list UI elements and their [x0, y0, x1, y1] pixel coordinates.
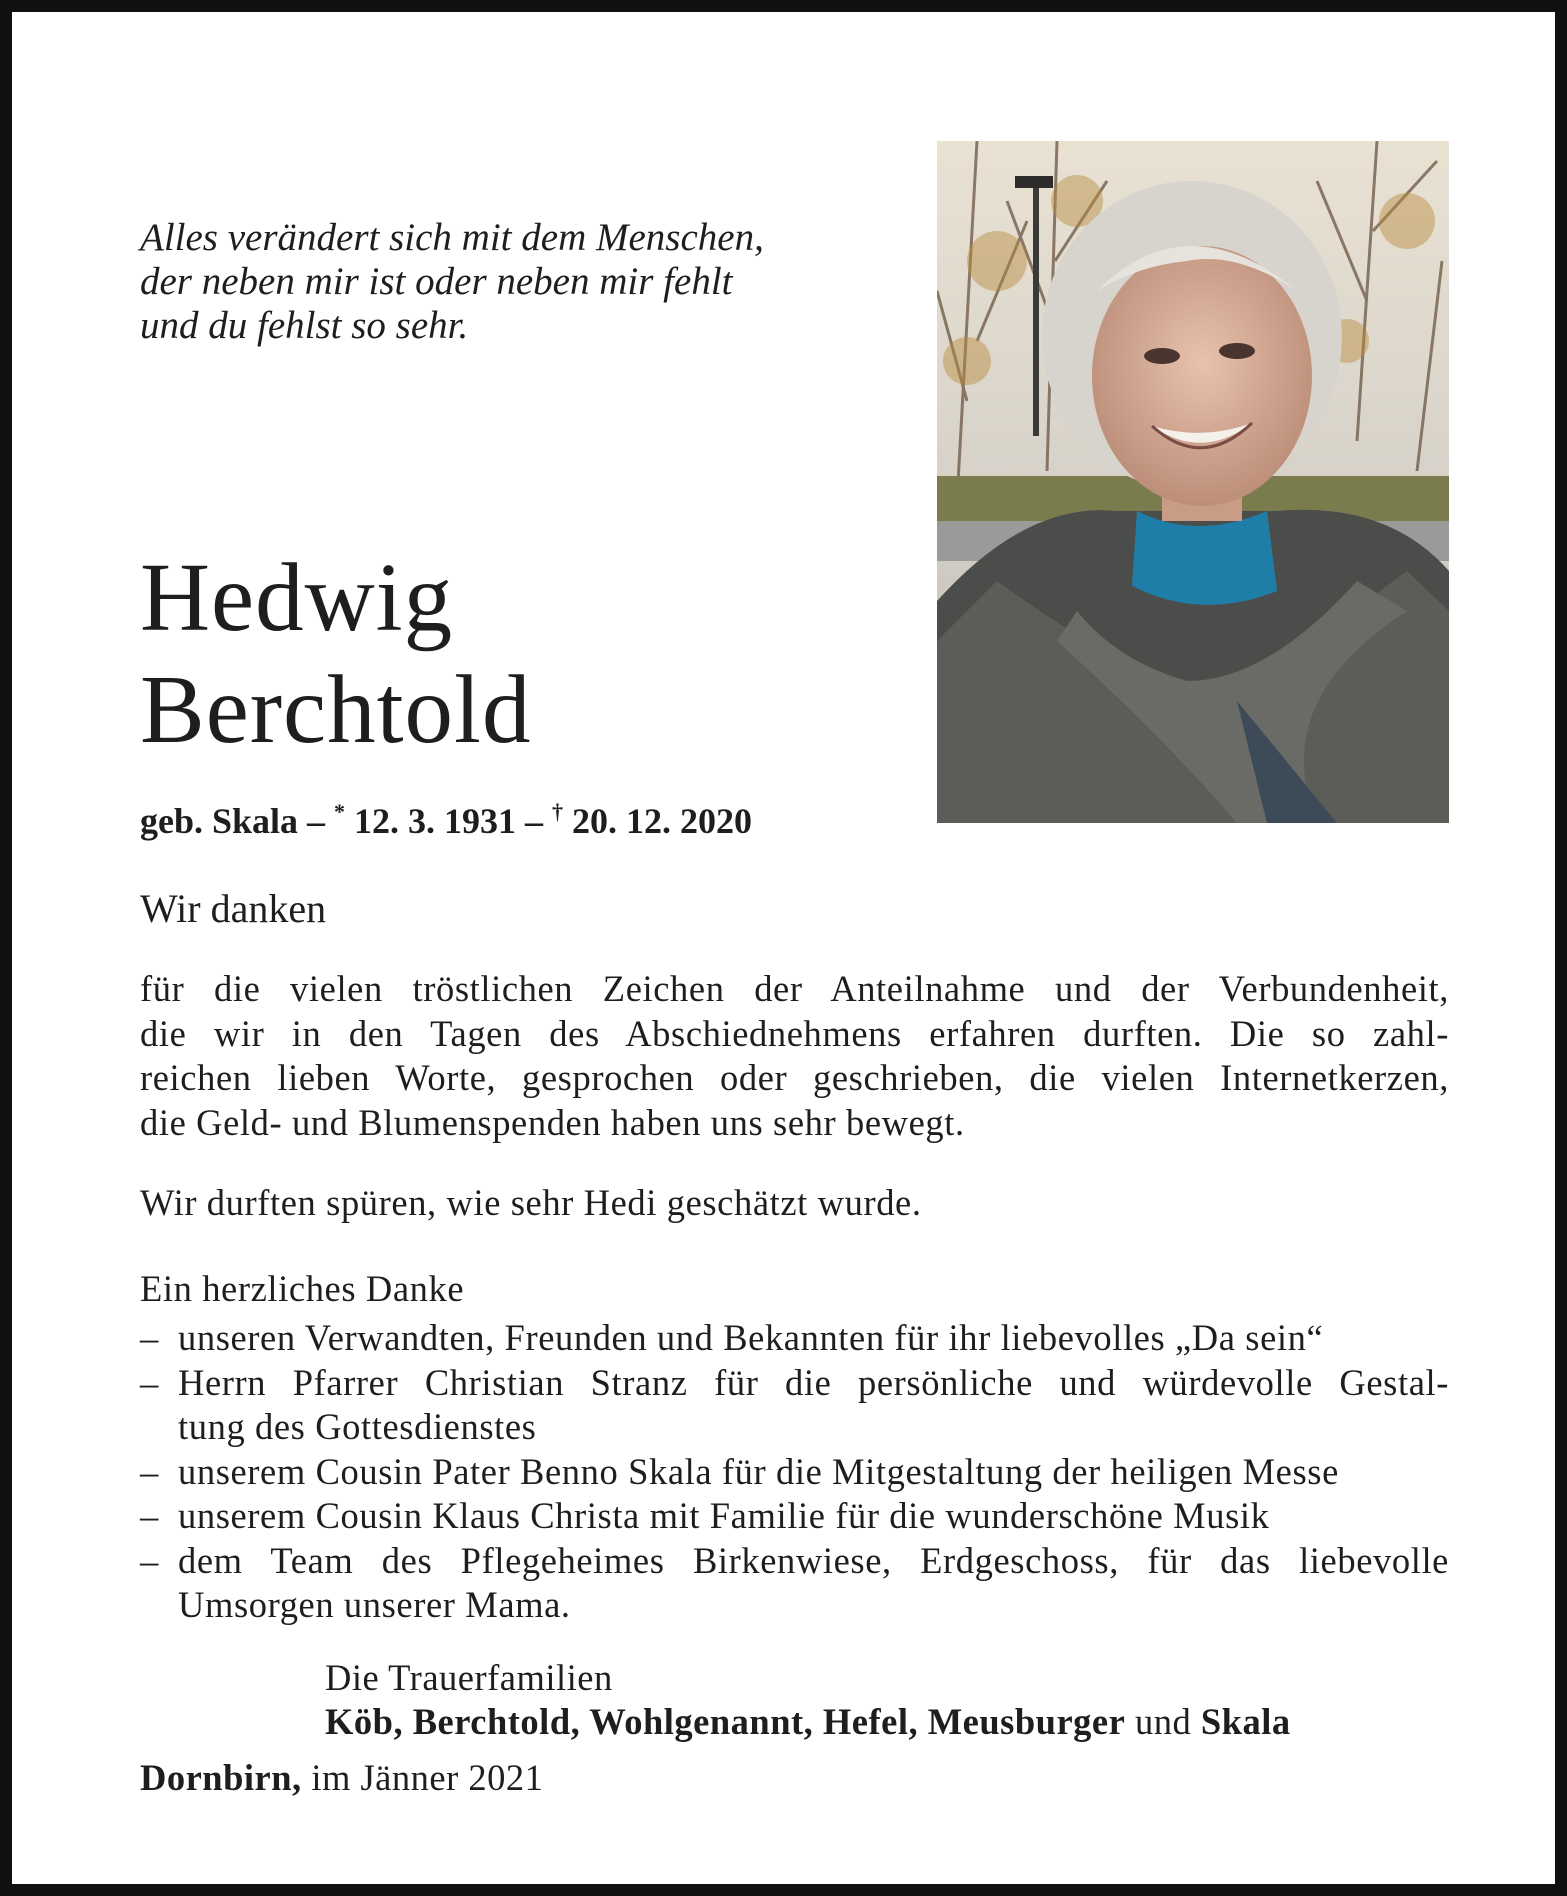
list-item [140, 1494, 1449, 1539]
portrait-photo [937, 141, 1449, 823]
death-symbol-icon: † [552, 799, 564, 824]
list-item-text: unseren Verwandten, Freunden und Bekannten für ihr liebevolles „Da sein“ [178, 1317, 1324, 1358]
date: im Jänner 2021 [311, 1757, 544, 1798]
dash-bullet: – [140, 1317, 159, 1358]
dash-bullet: – [140, 1450, 159, 1492]
last-name: Berchtold [140, 656, 532, 763]
paragraph-line: die Geld- und Blumenspenden haben uns sehr bewegt. [140, 1101, 965, 1143]
list-item [140, 1450, 1449, 1495]
death-date: 20. 12. 2020 [572, 801, 753, 841]
born-name: geb. Skala [140, 801, 299, 841]
quote-line: der neben mir ist oder neben mir fehlt [140, 260, 733, 303]
list-item [140, 1316, 1449, 1361]
family-connector: und [1134, 1701, 1192, 1742]
list-item-text: dem Team des Pflegeheimes Birkenwiese, Erdgeschoss, für das liebevolle [178, 1539, 1449, 1581]
hedi-line: Wir durften spüren, wie sehr Hedi geschätzt wurde. [140, 1182, 922, 1223]
deceased-name [140, 542, 532, 766]
first-name: Hedwig [140, 544, 454, 651]
family-list: Köb, Berchtold, Wohlgenannt, Hefel, Meusburger [325, 1701, 1126, 1742]
city: Dornbirn, [140, 1757, 302, 1798]
quote-line: und du fehlst so sehr. [140, 304, 469, 347]
list-item [140, 1361, 1449, 1450]
paragraph-line: für die vielen tröstlichen Zeichen der Anteilnahme und der Verbundenheit, [140, 968, 1449, 1009]
paragraph-line: reichen lieben Worte, gesprochen oder geschrieben, die vielen Internetkerzen, [140, 1057, 1449, 1098]
signature-intro: Die Trauerfamilien [325, 1657, 613, 1698]
place-and-date [140, 1756, 543, 1800]
thanks-heading: Wir danken [140, 886, 327, 931]
last-family: Skala [1200, 1701, 1291, 1742]
list-item [140, 1539, 1449, 1628]
thanks-list [140, 1316, 1449, 1628]
portrait-illustration [937, 141, 1449, 823]
memorial-quote [140, 216, 840, 348]
signature-block [325, 1656, 1291, 1744]
dash-bullet: – [140, 1495, 159, 1536]
life-dates [140, 790, 752, 843]
list-item-text: unserem Cousin Klaus Christa mit Familie für die wunderschöne Musik [178, 1495, 1270, 1536]
list-item-text: Umsorgen unserer Mama. [178, 1584, 571, 1625]
quote-line: Alles verändert sich mit dem Menschen, [140, 216, 764, 259]
list-item-text: Herrn Pfarrer Christian Stranz für die persönliche und würdevolle Gestal- [178, 1361, 1449, 1403]
birth-symbol-icon: * [334, 799, 346, 824]
danke-heading: Ein herzliches Danke [140, 1268, 465, 1309]
list-item-text: tung des Gottesdienstes [178, 1406, 537, 1447]
list-item-text: unserem Cousin Pater Benno Skala für die Mitgestaltung der heiligen Messe [178, 1450, 1339, 1492]
family-names [325, 1700, 1291, 1744]
thanks-paragraph [140, 967, 1449, 1145]
separator: – [525, 801, 544, 841]
dash-bullet: – [140, 1539, 159, 1581]
separator: – [307, 801, 326, 841]
birth-date: 12. 3. 1931 [354, 801, 517, 841]
dash-bullet: – [140, 1361, 159, 1403]
paragraph-line: die wir in den Tagen des Abschiednehmens erfahren durften. Die so zahl- [140, 1012, 1449, 1054]
